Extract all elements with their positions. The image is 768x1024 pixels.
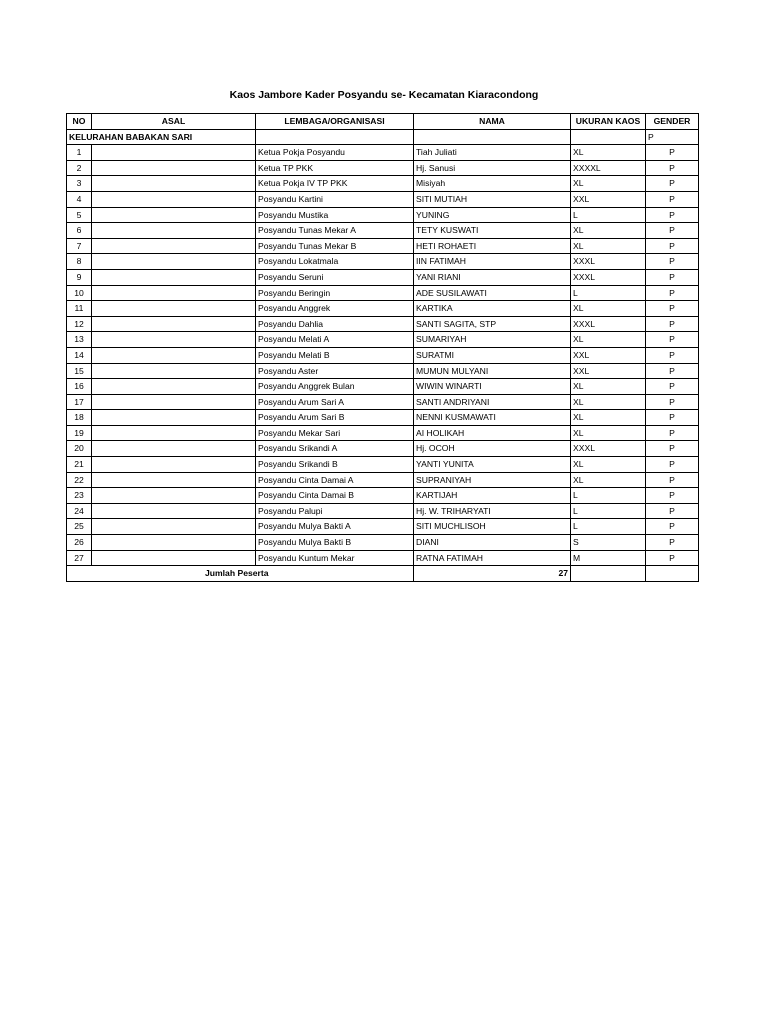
row-asal-cell [92, 269, 256, 285]
row-ukuran-cell: L [571, 285, 646, 301]
row-nama-cell: WIWIN WINARTI [414, 379, 571, 395]
row-ukuran-cell: XXL [571, 363, 646, 379]
row-ukuran-cell: XL [571, 425, 646, 441]
row-no-cell: 15 [67, 363, 92, 379]
row-asal-cell [92, 363, 256, 379]
row-ukuran-cell: XL [571, 379, 646, 395]
row-ukuran-cell: S [571, 535, 646, 551]
row-gender-cell: P [646, 223, 699, 239]
row-asal-cell [92, 550, 256, 566]
row-gender-cell: P [646, 176, 699, 192]
row-gender-cell: P [646, 410, 699, 426]
row-lembaga-cell: Posyandu Beringin [256, 285, 414, 301]
row-ukuran-cell: XXXL [571, 316, 646, 332]
group-lembaga-cell [256, 129, 414, 145]
table-row [67, 488, 699, 504]
row-lembaga-cell: Posyandu Mulya Bakti B [256, 535, 414, 551]
row-nama-cell: IIN FATIMAH [414, 254, 571, 270]
row-gender-cell: P [646, 301, 699, 317]
row-nama-cell: Misiyah [414, 176, 571, 192]
row-nama-cell: MUMUN MULYANI [414, 363, 571, 379]
row-no-cell: 13 [67, 332, 92, 348]
row-no-cell: 27 [67, 550, 92, 566]
row-ukuran-cell: L [571, 488, 646, 504]
table-row [67, 441, 699, 457]
row-nama-cell: KARTIKA [414, 301, 571, 317]
row-lembaga-cell: Posyandu Srikandi A [256, 441, 414, 457]
row-nama-cell: SITI MUTIAH [414, 191, 571, 207]
row-gender-cell: P [646, 145, 699, 161]
row-ukuran-cell: XL [571, 176, 646, 192]
row-no-cell: 6 [67, 223, 92, 239]
row-lembaga-cell: Posyandu Mekar Sari [256, 425, 414, 441]
row-lembaga-cell: Posyandu Arum Sari A [256, 394, 414, 410]
row-ukuran-cell: XXXL [571, 254, 646, 270]
row-nama-cell: HETI ROHAETI [414, 238, 571, 254]
row-ukuran-cell: XL [571, 394, 646, 410]
row-no-cell: 19 [67, 425, 92, 441]
row-nama-cell: YUNING [414, 207, 571, 223]
table-row [67, 550, 699, 566]
table-row [67, 519, 699, 535]
row-asal-cell [92, 207, 256, 223]
row-asal-cell [92, 238, 256, 254]
row-asal-cell [92, 254, 256, 270]
row-ukuran-cell: XL [571, 410, 646, 426]
row-no-cell: 7 [67, 238, 92, 254]
row-gender-cell: P [646, 207, 699, 223]
total-value-cell: 27 [414, 566, 571, 582]
row-lembaga-cell: Posyandu Anggrek [256, 301, 414, 317]
row-no-cell: 17 [67, 394, 92, 410]
row-no-cell: 2 [67, 160, 92, 176]
row-ukuran-cell: XXXXL [571, 160, 646, 176]
row-ukuran-cell: XXXL [571, 441, 646, 457]
row-lembaga-cell: Posyandu Anggrek Bulan [256, 379, 414, 395]
row-nama-cell: KARTIJAH [414, 488, 571, 504]
row-ukuran-cell: XL [571, 238, 646, 254]
row-gender-cell: P [646, 379, 699, 395]
row-no-cell: 3 [67, 176, 92, 192]
row-no-cell: 8 [67, 254, 92, 270]
row-gender-cell: P [646, 535, 699, 551]
row-gender-cell: P [646, 441, 699, 457]
row-nama-cell: SUMARIYAH [414, 332, 571, 348]
row-lembaga-cell: Posyandu Arum Sari B [256, 410, 414, 426]
row-asal-cell [92, 316, 256, 332]
row-nama-cell: Hj. OCOH [414, 441, 571, 457]
row-asal-cell [92, 285, 256, 301]
row-gender-cell: P [646, 394, 699, 410]
row-asal-cell [92, 441, 256, 457]
row-ukuran-cell: XL [571, 472, 646, 488]
row-no-cell: 4 [67, 191, 92, 207]
row-gender-cell: P [646, 269, 699, 285]
row-no-cell: 5 [67, 207, 92, 223]
row-ukuran-cell: L [571, 207, 646, 223]
row-nama-cell: RATNA FATIMAH [414, 550, 571, 566]
table-row [67, 394, 699, 410]
header-nama: NAMA [414, 114, 571, 130]
row-gender-cell: P [646, 160, 699, 176]
table-row [67, 301, 699, 317]
row-ukuran-cell: XL [571, 145, 646, 161]
row-nama-cell: SANTI ANDRIYANI [414, 394, 571, 410]
row-no-cell: 10 [67, 285, 92, 301]
row-ukuran-cell: L [571, 519, 646, 535]
row-lembaga-cell: Posyandu Seruni [256, 269, 414, 285]
table-row [67, 254, 699, 270]
row-ukuran-cell: XL [571, 457, 646, 473]
row-no-cell: 14 [67, 347, 92, 363]
row-no-cell: 26 [67, 535, 92, 551]
group-row [67, 129, 699, 145]
header-asal: ASAL [92, 114, 256, 130]
row-asal-cell [92, 379, 256, 395]
row-nama-cell: SITI MUCHLISOH [414, 519, 571, 535]
row-lembaga-cell: Posyandu Melati B [256, 347, 414, 363]
table-row [67, 363, 699, 379]
header-lembaga: LEMBAGA/ORGANISASI [256, 114, 414, 130]
row-lembaga-cell: Posyandu Srikandi B [256, 457, 414, 473]
table-row [67, 332, 699, 348]
row-nama-cell: NENNI KUSMAWATI [414, 410, 571, 426]
header-row [67, 114, 699, 130]
table-row [67, 160, 699, 176]
row-asal-cell [92, 425, 256, 441]
row-gender-cell: P [646, 425, 699, 441]
row-no-cell: 22 [67, 472, 92, 488]
group-ukuran-cell [571, 129, 646, 145]
header-gender: GENDER [646, 114, 699, 130]
row-asal-cell [92, 394, 256, 410]
row-asal-cell [92, 191, 256, 207]
row-nama-cell: YANTI YUNITA [414, 457, 571, 473]
row-asal-cell [92, 301, 256, 317]
row-lembaga-cell: Posyandu Kuntum Mekar [256, 550, 414, 566]
row-nama-cell: Hj. W. TRIHARYATI [414, 503, 571, 519]
row-asal-cell [92, 535, 256, 551]
table-row [67, 285, 699, 301]
row-gender-cell: P [646, 238, 699, 254]
row-nama-cell: SURATMI [414, 347, 571, 363]
row-nama-cell: SANTI SAGITA, STP [414, 316, 571, 332]
row-lembaga-cell: Posyandu Aster [256, 363, 414, 379]
row-asal-cell [92, 503, 256, 519]
row-asal-cell [92, 145, 256, 161]
row-nama-cell: Tiah Juliati [414, 145, 571, 161]
row-nama-cell: Hj. Sanusi [414, 160, 571, 176]
table-row [67, 316, 699, 332]
row-lembaga-cell: Posyandu Mulya Bakti A [256, 519, 414, 535]
row-gender-cell: P [646, 503, 699, 519]
row-lembaga-cell: Posyandu Mustika [256, 207, 414, 223]
table-row [67, 457, 699, 473]
row-ukuran-cell: XXL [571, 347, 646, 363]
table-row [67, 472, 699, 488]
table-row [67, 425, 699, 441]
row-asal-cell [92, 347, 256, 363]
row-no-cell: 23 [67, 488, 92, 504]
table-row [67, 269, 699, 285]
table-row [67, 410, 699, 426]
table-row [67, 535, 699, 551]
table-row [67, 176, 699, 192]
row-gender-cell: P [646, 254, 699, 270]
row-lembaga-cell: Posyandu Dahlia [256, 316, 414, 332]
total-row [67, 566, 699, 582]
row-lembaga-cell: Posyandu Lokatmala [256, 254, 414, 270]
row-no-cell: 1 [67, 145, 92, 161]
row-lembaga-cell: Posyandu Kartini [256, 191, 414, 207]
row-asal-cell [92, 519, 256, 535]
row-asal-cell [92, 410, 256, 426]
row-lembaga-cell: Posyandu Melati A [256, 332, 414, 348]
row-ukuran-cell: L [571, 503, 646, 519]
row-nama-cell: DIANI [414, 535, 571, 551]
row-gender-cell: P [646, 550, 699, 566]
row-nama-cell: SUPRANIYAH [414, 472, 571, 488]
document-title: Kaos Jambore Kader Posyandu se- Kecamatan Kiaracondong [229, 89, 539, 101]
row-nama-cell: ADE SUSILAWATI [414, 285, 571, 301]
header-ukuran: UKURAN KAOS [571, 114, 646, 130]
header-no: NO [67, 114, 92, 130]
row-asal-cell [92, 488, 256, 504]
row-gender-cell: P [646, 316, 699, 332]
table-row [67, 503, 699, 519]
row-no-cell: 20 [67, 441, 92, 457]
row-gender-cell: P [646, 332, 699, 348]
group-gender-cell: P [646, 129, 699, 145]
row-no-cell: 25 [67, 519, 92, 535]
table-row [67, 207, 699, 223]
row-lembaga-cell: Posyandu Palupi [256, 503, 414, 519]
row-no-cell: 21 [67, 457, 92, 473]
participants-table [66, 113, 699, 582]
row-asal-cell [92, 472, 256, 488]
row-gender-cell: P [646, 457, 699, 473]
row-gender-cell: P [646, 363, 699, 379]
row-ukuran-cell: XL [571, 301, 646, 317]
row-lembaga-cell: Posyandu Cinta Damai B [256, 488, 414, 504]
row-lembaga-cell: Ketua Pokja IV TP PKK [256, 176, 414, 192]
table-row [67, 223, 699, 239]
group-asal-cell: KELURAHAN BABAKAN SARI [67, 129, 256, 145]
row-ukuran-cell: XXXL [571, 269, 646, 285]
row-no-cell: 12 [67, 316, 92, 332]
row-gender-cell: P [646, 191, 699, 207]
row-gender-cell: P [646, 472, 699, 488]
table-row [67, 379, 699, 395]
row-ukuran-cell: M [571, 550, 646, 566]
row-nama-cell: AI HOLIKAH [414, 425, 571, 441]
row-nama-cell: TETY KUSWATI [414, 223, 571, 239]
row-gender-cell: P [646, 285, 699, 301]
total-ukuran-cell [571, 566, 646, 582]
row-lembaga-cell: Posyandu Tunas Mekar A [256, 223, 414, 239]
row-asal-cell [92, 223, 256, 239]
row-ukuran-cell: XL [571, 223, 646, 239]
row-lembaga-cell: Ketua Pokja Posyandu [256, 145, 414, 161]
table-row [67, 145, 699, 161]
row-no-cell: 24 [67, 503, 92, 519]
row-lembaga-cell: Posyandu Cinta Damai A [256, 472, 414, 488]
row-lembaga-cell: Posyandu Tunas Mekar B [256, 238, 414, 254]
table-row [67, 238, 699, 254]
row-asal-cell [92, 160, 256, 176]
row-lembaga-cell: Ketua TP PKK [256, 160, 414, 176]
row-no-cell: 11 [67, 301, 92, 317]
total-label-cell: Jumlah Peserta [67, 566, 414, 582]
row-asal-cell [92, 176, 256, 192]
row-no-cell: 9 [67, 269, 92, 285]
row-gender-cell: P [646, 347, 699, 363]
row-gender-cell: P [646, 488, 699, 504]
total-gender-cell [646, 566, 699, 582]
row-no-cell: 16 [67, 379, 92, 395]
table-row [67, 347, 699, 363]
row-no-cell: 18 [67, 410, 92, 426]
row-ukuran-cell: XXL [571, 191, 646, 207]
group-nama-cell [414, 129, 571, 145]
row-gender-cell: P [646, 519, 699, 535]
row-nama-cell: YANI RIANI [414, 269, 571, 285]
row-asal-cell [92, 457, 256, 473]
row-asal-cell [92, 332, 256, 348]
row-ukuran-cell: XL [571, 332, 646, 348]
table-row [67, 191, 699, 207]
